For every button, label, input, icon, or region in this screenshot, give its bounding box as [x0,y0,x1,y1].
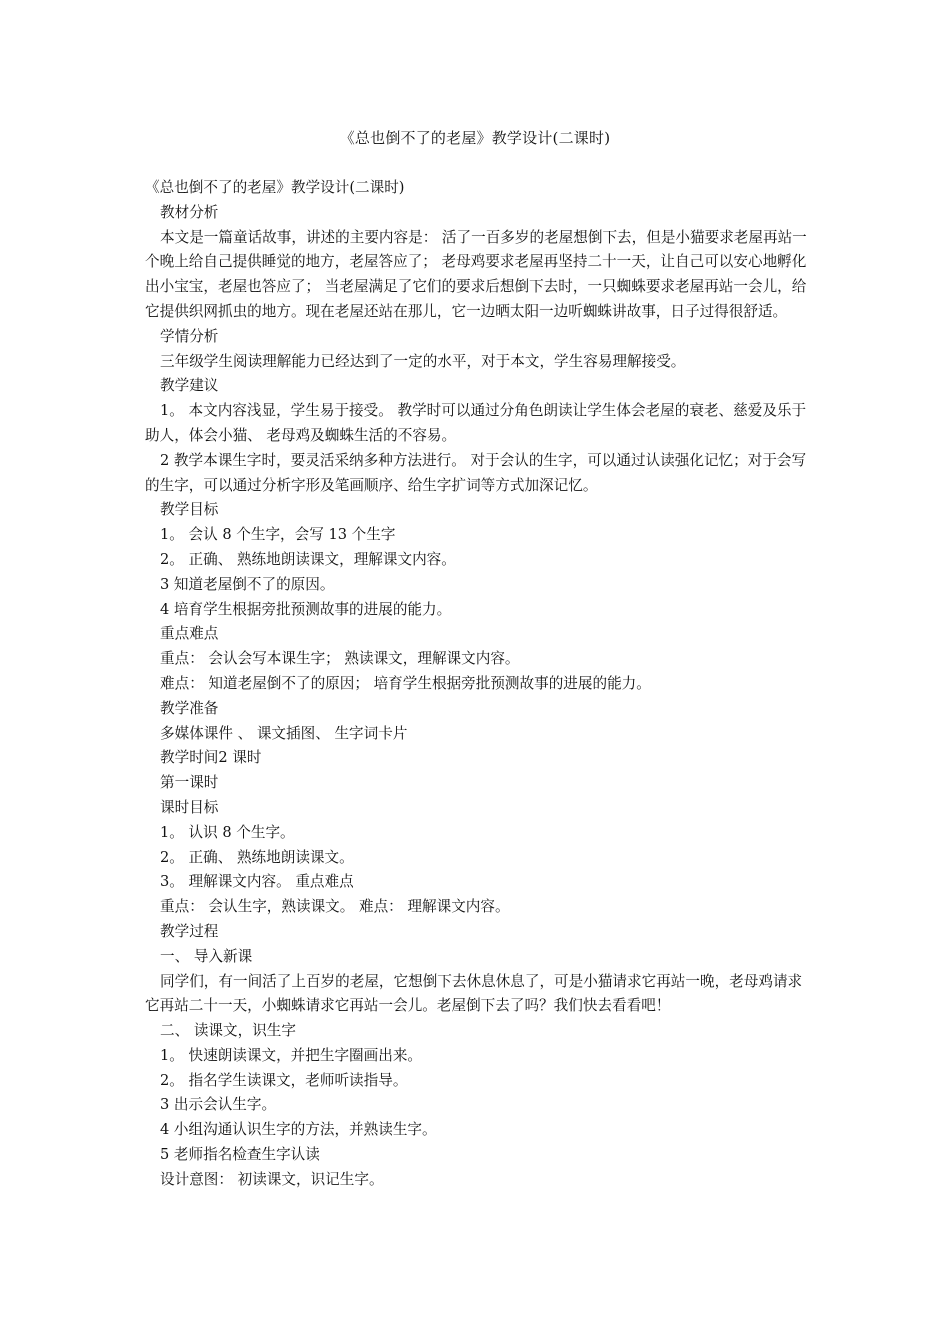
paragraph: 教学目标 [160,501,219,519]
paragraph: 教材分析 [160,203,219,221]
paragraph: 教学准备 [160,699,219,717]
paragraph: 多媒体课件 、 课文插图、 生字词卡片 [160,724,408,742]
paragraph: 第一课时 [160,774,219,792]
paragraph: 重点： 会认会写本课生字； 熟读课文，理解课文内容。 [160,650,520,668]
paragraph: 1。 认识 8 个生字。 [160,823,295,841]
paragraph: 设计意图： 初读课文，识记生字。 [160,1170,384,1188]
document-body [145,176,810,1193]
paragraph: 《总也倒不了的老屋》教学设计(二课时) [145,179,405,196]
paragraph: 3。 理解课文内容。 重点难点 [160,873,354,891]
paragraph: 2 教学本课生字时，要灵活采纳多种方法进行。 对于会认的生字，可以通过认读强化记忆；对于会写的生字，可以通过分析字形及笔画顺序、给生字扩词等方式加深记忆。 [145,451,807,494]
paragraph: 本文是一篇童话故事，讲述的主要内容是： 活了一百多岁的老屋想倒下去，但是小猫要求老屋再站一个晚上给自己提供睡觉的地方，老屋答应了； 老母鸡要求老屋再坚持二十一天，让自己可以安心地孵化出小宝宝，老屋也答应了； 当老屋满足了它们的要求后想倒下去时，一只蜘蛛要求老屋再站一会儿，给它提供织网抓虫的地方。现在老屋还站在那儿，它一边晒太阳一边听蜘蛛讲故事，日子过得很舒适。 [145,228,807,320]
paragraph: 难点： 知道老屋倒不了的原因； 培育学生根据旁批预测故事的进展的能力。 [160,674,651,692]
document-title: 《总也倒不了的老屋》教学设计(二课时) [339,129,611,147]
paragraph: 重点难点 [160,625,219,643]
paragraph: 1。 本文内容浅显，学生易于接受。 教学时可以通过分角色朗读让学生体会老屋的衰老、慈爱及乐于助人，体会小猫、 老母鸡及蜘蛛生活的不容易。 [145,402,807,444]
paragraph: 重点： 会认生字，熟读课文。 难点： 理解课文内容。 [160,898,510,916]
paragraph: 4 小组沟通认识生字的方法，并熟读生字。 [160,1121,437,1139]
paragraph: 2。 正确、 熟练地朗读课文。 [160,848,354,866]
paragraph: 教学建议 [160,377,219,395]
paragraph: 教学时间2 课时 [160,749,262,767]
paragraph: 5 老师指名检查生字认读 [160,1146,320,1164]
paragraph: 学情分析 [160,327,219,345]
paragraph: 3 出示会认生字。 [160,1096,277,1114]
paragraph: 同学们，有一间活了上百岁的老屋，它想倒下去休息休息了，可是小猫请求它再站一晚，老母鸡请求它再站二十一天，小蜘蛛请求它再站一会儿。老屋倒下去了吗？我们快去看看吧！ [145,972,803,1015]
paragraph: 2。 正确、 熟练地朗读课文，理解课文内容。 [160,550,456,568]
paragraph: 二、 读课文，识生字 [160,1022,296,1040]
paragraph: 2。 指名学生读课文，老师听读指导。 [160,1071,408,1089]
paragraph: 3 知道老屋倒不了的原因。 [160,575,335,593]
paragraph: 4 培育学生根据旁批预测故事的进展的能力。 [160,600,452,618]
paragraph: 教学过程 [160,922,219,940]
paragraph: 三年级学生阅读理解能力已经达到了一定的水平，对于本文，学生容易理解接受。 [160,352,686,370]
paragraph: 一、 导入新课 [160,947,253,965]
paragraph: 1。 快速朗读课文，并把生字圈画出来。 [160,1046,423,1064]
paragraph: 1。 会认 8 个生字，会写 13 个生字 [160,526,396,544]
paragraph: 课时目标 [160,798,219,816]
